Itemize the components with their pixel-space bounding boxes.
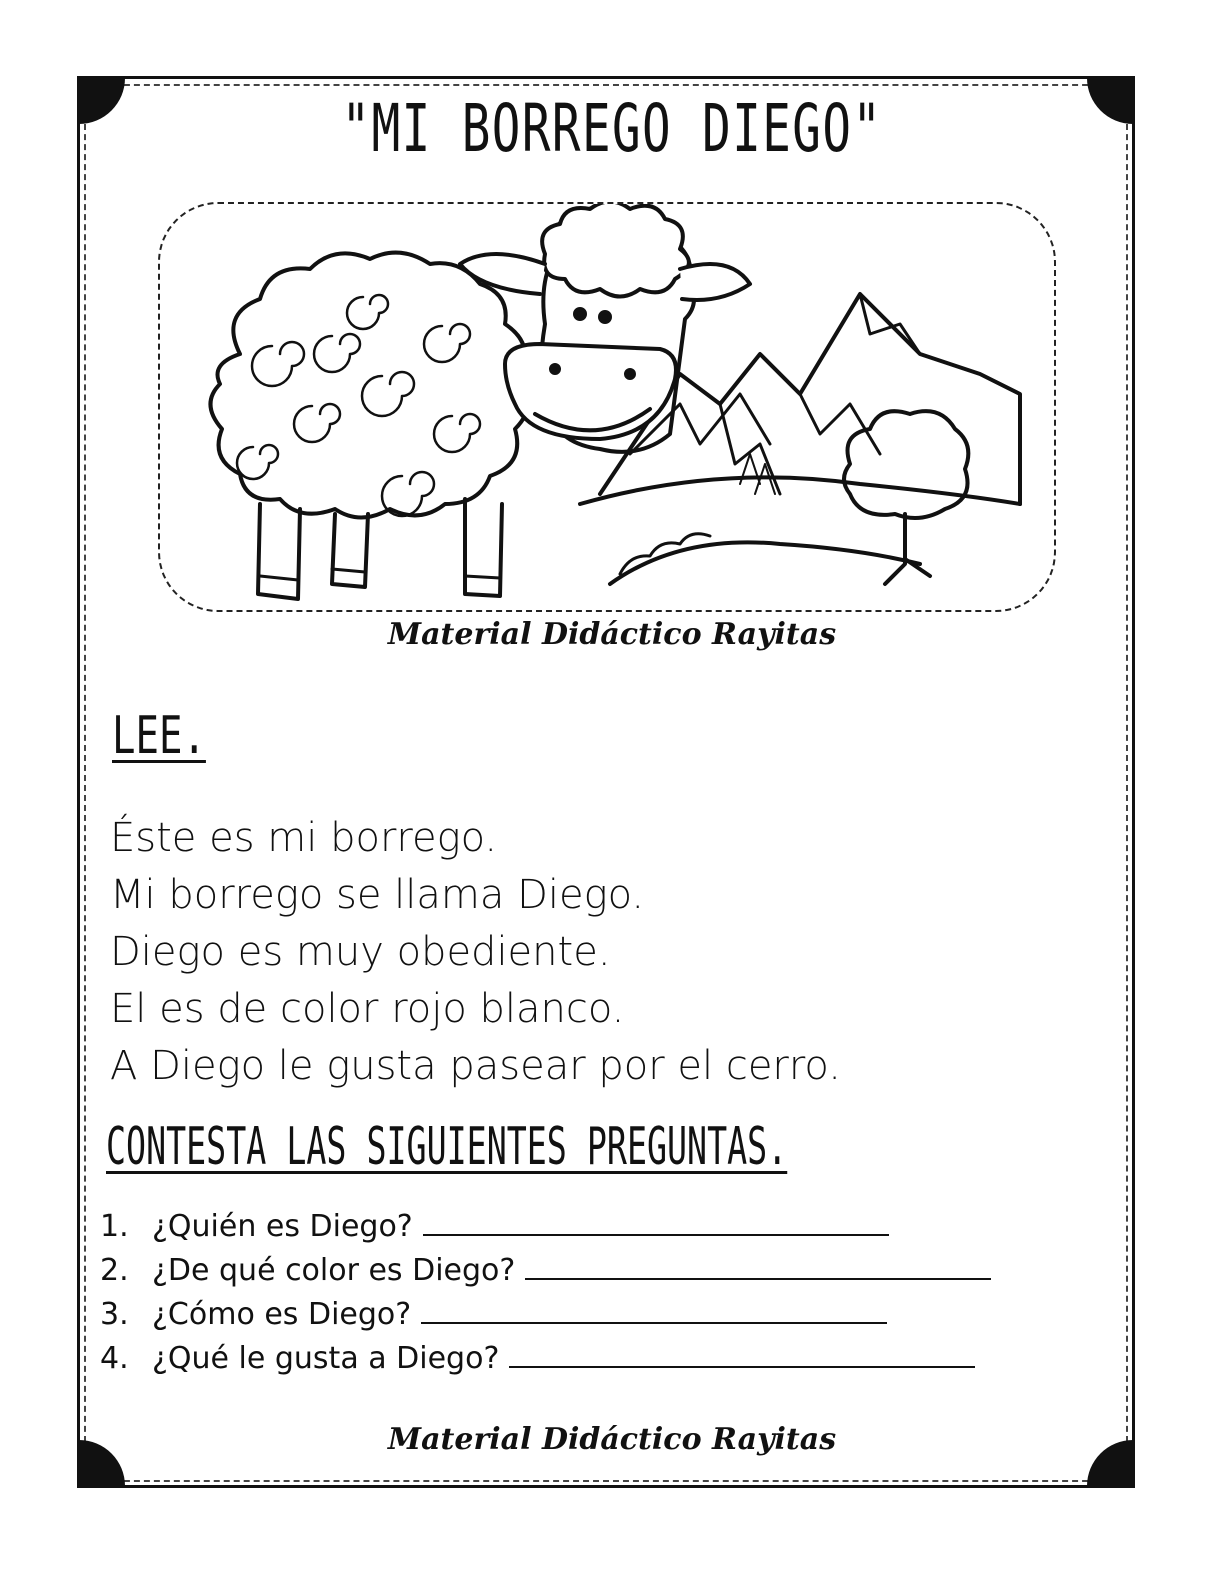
answer-line[interactable] — [509, 1338, 975, 1368]
question-item — [100, 1205, 991, 1249]
illustration-box — [158, 202, 1056, 612]
credit-text: Material Didáctico Rayitas — [387, 617, 837, 652]
story-line: Éste es mi borrego. — [110, 815, 498, 861]
question-item — [100, 1293, 991, 1337]
question-number: 2. — [100, 1253, 129, 1288]
answer-line[interactable] — [423, 1206, 889, 1236]
lee-heading: LEE. — [112, 706, 206, 766]
questions-list — [100, 1205, 991, 1381]
question-item — [100, 1337, 991, 1381]
credit-text: Material Didáctico Rayitas — [387, 1422, 837, 1457]
story-line: El es de color rojo blanco. — [110, 986, 625, 1032]
sheep-mountains-illustration — [160, 204, 1056, 612]
question-text: ¿De qué color es Diego? — [152, 1253, 516, 1288]
question-text: ¿Qué le gusta a Diego? — [152, 1341, 500, 1376]
question-item — [100, 1249, 991, 1293]
question-number: 3. — [100, 1297, 129, 1332]
question-text: ¿Quién es Diego? — [152, 1209, 413, 1244]
story-line: Diego es muy obediente. — [110, 929, 611, 975]
answer-line[interactable] — [421, 1294, 887, 1324]
page-title: "MI BORREGO DIEGO" — [341, 90, 883, 167]
answer-line[interactable] — [525, 1250, 991, 1280]
questions-heading: CONTESTA LAS SIGUIENTES PREGUNTAS. — [106, 1117, 788, 1177]
story-text — [110, 810, 841, 1095]
story-line: A Diego le gusta pasear por el cerro. — [110, 1043, 841, 1089]
story-line: Mi borrego se llama Diego. — [110, 872, 645, 918]
question-number: 1. — [100, 1209, 129, 1244]
question-number: 4. — [100, 1341, 129, 1376]
question-text: ¿Cómo es Diego? — [152, 1297, 412, 1332]
